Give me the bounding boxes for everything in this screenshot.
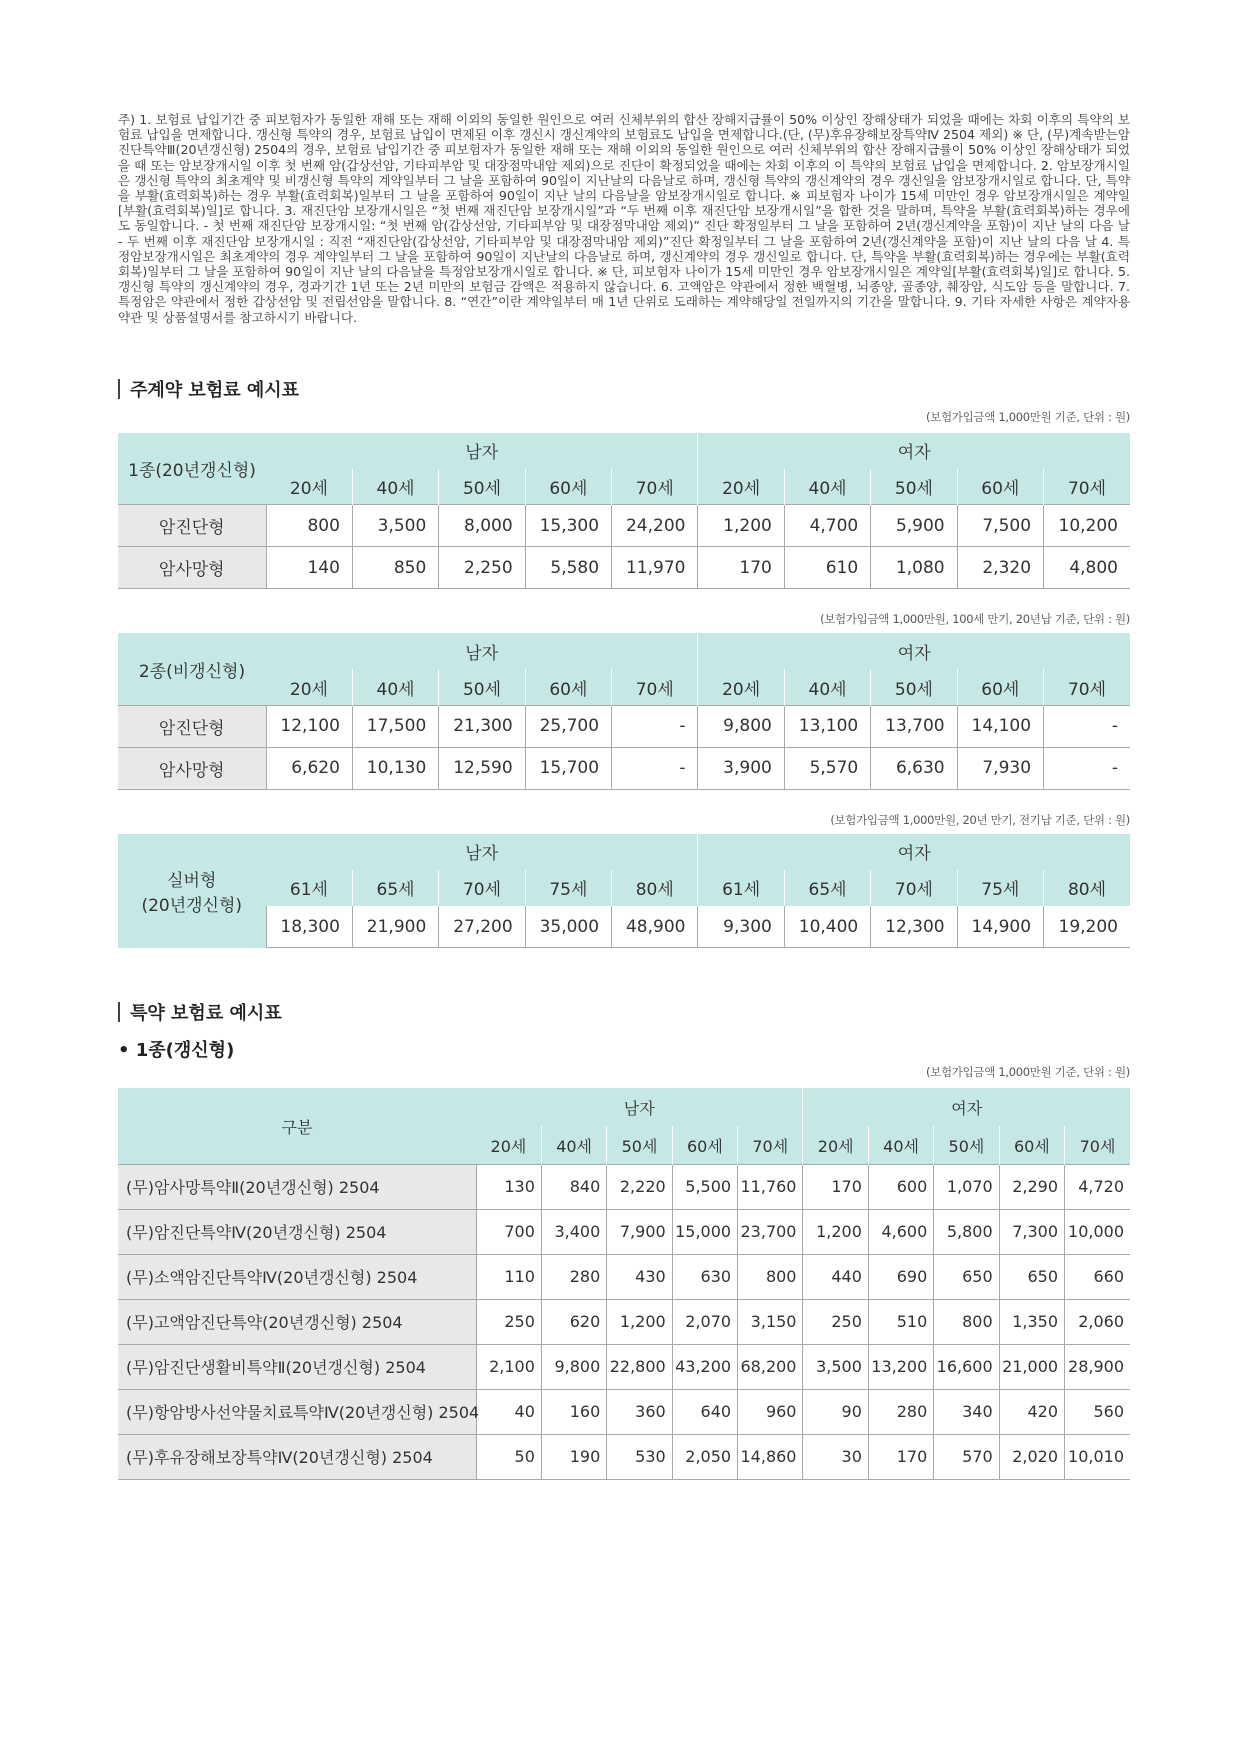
age-header: 70세	[871, 870, 957, 906]
rider-premium-table	[118, 1088, 1130, 1480]
row-label: 암진단형	[118, 505, 266, 547]
premium-cell: -	[612, 705, 698, 747]
premium-cell: 1,200	[698, 505, 784, 547]
premium-cell: 12,300	[871, 906, 957, 948]
premium-cell: 8,000	[439, 505, 525, 547]
premium-cell: 690	[868, 1254, 933, 1299]
premium-cell: 10,000	[1065, 1209, 1130, 1254]
premium-cell: 15,700	[525, 747, 611, 789]
unit-note-3: (보험가입금액 1,000만원, 20년 만기, 전기납 기준, 단위 : 원)	[830, 812, 1130, 827]
premium-cell: 2,060	[1065, 1299, 1130, 1344]
table-row	[118, 1389, 1130, 1434]
male-header: 남자	[266, 834, 698, 870]
premium-cell: 660	[1065, 1254, 1130, 1299]
premium-cell: 11,760	[738, 1164, 803, 1209]
premium-cell: 1,200	[803, 1209, 868, 1254]
premium-cell: 40	[476, 1389, 541, 1434]
premium-cell: 25,700	[525, 705, 611, 747]
premium-cell: 7,300	[999, 1209, 1064, 1254]
premium-cell: 2,070	[672, 1299, 737, 1344]
row-label: 암사망형	[118, 547, 266, 589]
premium-cell: 800	[738, 1254, 803, 1299]
premium-cell: 18,300	[266, 906, 352, 948]
premium-cell: 1,200	[607, 1299, 672, 1344]
female-header: 여자	[698, 433, 1130, 469]
premium-cell: 13,100	[784, 705, 870, 747]
unit-note-2: (보험가입금액 1,000만원, 100세 만기, 20년납 기준, 단위 : 원)	[820, 612, 1130, 627]
table2-corner: 2종(비갱신형)	[118, 633, 266, 705]
unit-note-4: (보험가입금액 1,000만원 기준, 단위 : 원)	[925, 1065, 1130, 1080]
age-header: 20세	[803, 1126, 868, 1164]
premium-cell: 360	[607, 1389, 672, 1434]
premium-cell: 43,200	[672, 1344, 737, 1389]
age-header: 60세	[525, 469, 611, 505]
page	[118, 112, 1130, 1480]
premium-cell: 11,970	[612, 547, 698, 589]
table-row	[118, 547, 1130, 589]
premium-cell: 2,320	[957, 547, 1043, 589]
age-header: 75세	[525, 870, 611, 906]
title-bar	[118, 379, 120, 399]
premium-cell: 9,800	[541, 1344, 606, 1389]
premium-cell: 19,200	[1044, 906, 1130, 948]
premium-cell: 21,300	[439, 705, 525, 747]
premium-cell: 140	[266, 547, 352, 589]
age-header: 65세	[784, 870, 870, 906]
male-header: 남자	[266, 633, 698, 669]
age-header: 40세	[784, 669, 870, 705]
premium-cell: 430	[607, 1254, 672, 1299]
premium-cell: 30	[803, 1434, 868, 1479]
age-header: 40세	[352, 669, 438, 705]
table-row	[118, 1299, 1130, 1344]
premium-cell: 5,570	[784, 747, 870, 789]
premium-cell: 5,580	[525, 547, 611, 589]
premium-cell: 1,350	[999, 1299, 1064, 1344]
premium-cell: 15,300	[525, 505, 611, 547]
premium-cell: 280	[541, 1254, 606, 1299]
age-header: 60세	[957, 469, 1043, 505]
premium-cell: 250	[803, 1299, 868, 1344]
table-row	[118, 505, 1130, 547]
premium-cell: 27,200	[439, 906, 525, 948]
premium-cell: 640	[672, 1389, 737, 1434]
main-premium-title	[118, 377, 1130, 401]
premium-cell: 5,800	[934, 1209, 999, 1254]
table-row	[118, 1434, 1130, 1479]
age-header: 60세	[672, 1126, 737, 1164]
premium-cell: 3,500	[352, 505, 438, 547]
footnotes	[118, 112, 1130, 325]
premium-cell: 6,620	[266, 747, 352, 789]
premium-cell: 13,700	[871, 705, 957, 747]
rider-premium-title-text: 특약 보험료 예시표	[130, 1003, 282, 1025]
premium-cell: 3,500	[803, 1344, 868, 1389]
premium-cell: 4,800	[1044, 547, 1130, 589]
age-header: 70세	[1044, 469, 1130, 505]
female-header: 여자	[698, 834, 1130, 870]
premium-cell: 570	[934, 1434, 999, 1479]
premium-cell: 160	[541, 1389, 606, 1434]
age-header: 70세	[738, 1126, 803, 1164]
premium-cell: 1,070	[934, 1164, 999, 1209]
premium-cell: 2,100	[476, 1344, 541, 1389]
premium-cell: 12,100	[266, 705, 352, 747]
premium-cell: 4,700	[784, 505, 870, 547]
premium-cell: 420	[999, 1389, 1064, 1434]
premium-cell: 4,600	[868, 1209, 933, 1254]
age-header: 40세	[352, 469, 438, 505]
table-row	[118, 906, 1130, 948]
premium-cell: 10,400	[784, 906, 870, 948]
age-header: 60세	[999, 1126, 1064, 1164]
premium-cell: 50	[476, 1434, 541, 1479]
age-header: 80세	[1044, 870, 1130, 906]
main-premium-title-text: 주계약 보험료 예시표	[130, 379, 300, 401]
premium-cell: 17,500	[352, 705, 438, 747]
premium-cell: 14,900	[957, 906, 1043, 948]
table-row	[118, 1254, 1130, 1299]
age-header: 60세	[525, 669, 611, 705]
premium-cell: 800	[266, 505, 352, 547]
rider-name: (무)암진단생활비특약Ⅱ(20년갱신형) 2504	[118, 1344, 476, 1389]
premium-cell: 3,150	[738, 1299, 803, 1344]
premium-cell: 280	[868, 1389, 933, 1434]
rider-table-body	[118, 1164, 1130, 1479]
age-header: 80세	[612, 870, 698, 906]
premium-cell: 2,290	[999, 1164, 1064, 1209]
age-header: 20세	[266, 669, 352, 705]
age-header: 70세	[1044, 669, 1130, 705]
table-row	[118, 1209, 1130, 1254]
premium-cell: 110	[476, 1254, 541, 1299]
male-header: 남자	[476, 1088, 803, 1126]
premium-cell: 2,220	[607, 1164, 672, 1209]
premium-cell: 530	[607, 1434, 672, 1479]
premium-cell: 21,000	[999, 1344, 1064, 1389]
premium-cell: 68,200	[738, 1344, 803, 1389]
premium-cell: 6,630	[871, 747, 957, 789]
premium-cell: 90	[803, 1389, 868, 1434]
age-header: 50세	[439, 669, 525, 705]
premium-cell: 840	[541, 1164, 606, 1209]
age-header: 20세	[476, 1126, 541, 1164]
male-header: 남자	[266, 433, 698, 469]
rider-name: (무)암사망특약Ⅱ(20년갱신형) 2504	[118, 1164, 476, 1209]
premium-table-type2	[118, 633, 1130, 790]
premium-cell: 22,800	[607, 1344, 672, 1389]
table4-corner: 구분	[118, 1088, 476, 1164]
age-header: 20세	[698, 469, 784, 505]
age-header: 40세	[784, 469, 870, 505]
premium-cell: 560	[1065, 1389, 1130, 1434]
premium-cell: 4,720	[1065, 1164, 1130, 1209]
female-header: 여자	[803, 1088, 1130, 1126]
title-bar	[118, 1002, 120, 1022]
age-header: 70세	[439, 870, 525, 906]
premium-cell: 5,500	[672, 1164, 737, 1209]
rider-subtitle: • 1종(갱신형)	[118, 1040, 235, 1062]
age-header: 20세	[266, 469, 352, 505]
row-label: 암사망형	[118, 747, 266, 789]
premium-cell: 650	[999, 1254, 1064, 1299]
premium-cell: 16,600	[934, 1344, 999, 1389]
premium-cell: 14,860	[738, 1434, 803, 1479]
premium-cell: 24,200	[612, 505, 698, 547]
premium-cell: 620	[541, 1299, 606, 1344]
age-header: 50세	[934, 1126, 999, 1164]
premium-cell: 9,300	[698, 906, 784, 948]
premium-cell: 250	[476, 1299, 541, 1344]
female-header: 여자	[698, 633, 1130, 669]
premium-cell: 7,930	[957, 747, 1043, 789]
premium-cell: 48,900	[612, 906, 698, 948]
premium-cell: 610	[784, 547, 870, 589]
rider-name: (무)항암방사선약물치료특약Ⅳ(20년갱신형) 2504	[118, 1389, 476, 1434]
premium-cell: 10,200	[1044, 505, 1130, 547]
unit-note-1: (보험가입금액 1,000만원 기준, 단위 : 원)	[925, 409, 1130, 424]
premium-cell: 190	[541, 1434, 606, 1479]
premium-cell: 3,400	[541, 1209, 606, 1254]
premium-cell: 23,700	[738, 1209, 803, 1254]
premium-cell: 170	[698, 547, 784, 589]
premium-cell: 28,900	[1065, 1344, 1130, 1389]
premium-cell: 170	[868, 1434, 933, 1479]
footnote-text: 주) 1. 보험료 납입기간 중 피보험자가 동일한 재해 또는 재해 이외의 동일한 원인으로 여러 신체부위의 합산 장해지급률이 50% 이상인 장해상태가 되었을 때에는 차회 이후의 특약의 보험료 납입을 면제합니다. 갱신형 특약의 경우, 보험료 납입이 면제된 이후 갱신시 갱신계약의 보험료도 납입을 면제합니다.(단, (무)후유장해보장특약Ⅳ 2504 제외) ※ 단, (무)계속받는암진단특약Ⅲ(20년갱신형) 2504의 경우, 보험료 납입기간 중 피보험자가 동일한 재해 또는 재해 이외의 동일한 원인으로 여러 신체부위의 합산 장해지급률이 50% 이상인 장해상태가 되었을 때 또는 암보장개시일 이후 첫 번째 암(갑상선암, 기타피부암 및 대장점막내암 제외)으로 진단이 확정되었을 때에는 차회 이후의 이 특약의 보험료 납입을 면제합니다. 2. 암보장개시일은 갱신형 특약의 최초계약 및 비갱신형 특약의 계약일부터 그 날을 포함하여 90일이 지난날의 다음날로 하며, 갱신형 특약의 갱신계약의 경우 갱신일을 암보장개시일로 합니다. 단, 특약을 부활(효력회복)하는 경우 부활(효력회복)일부터 그 날을 포함하여 90일이 지난 날의 다음날을 암보장개시일로 합니다. ※ 피보험자 나이가 15세 미만인 경우 암보장개시일은 계약일[부활(효력회복)일]로 합니다. 3. 재진단암 보장개시일은 “첫 번째 재진단암 보장개시일”과 “두 번째 이후 재진단암 보장개시일”을 합한 것을 말하며, 특약을 부활(효력회복)하는 경우에도 동일합니다. - 첫 번째 재진단암 보장개시일: “첫 번째 암(갑상선암, 기타피부암 및 대장점막내암 제외)” 진단 확정일부터 그 날을 포함하여 2년(갱신계약을 포함)이 지난 날의 다음 날 - 두 번째 이후 재진단암 보장개시일 : 직전 “재진단암(갑상선암, 기타피부암 및 대장점막내암 제외)”진단 확정일부터 그 날을 포함하여 2년(갱신계약을 포함)이 지난 날의 다음 날 4. 특정암보장개시일은 최초계약의 경우 계약일부터 그 날을 포함하여 90일이 지난날의 다음날로 하며, 갱신계약의 경우 갱신일로 합니다. 단, 특약을 부활(효력회복)하는 경우에는 부활(효력회복)일부터 그 날을 포함하여 90일이 지난 날의 다음날을 특정암보장개시일로 합니다. ※ 단, 피보험자 나이가 15세 미만인 경우 암보장개시일은 계약일[부활(효력회복)일]로 합니다. 5. 갱신형 특약의 갱신계약의 경우, 경과기간 1년 또는 2년 미만의 보험금 감액은 적용하지 않습니다. 6. 고액암은 약관에서 정한 백혈병, 뇌종양, 골종양, 췌장암, 식도암 등을 말합니다. 7. 특정암은 약관에서 정한 갑상선암 및 전립선암을 말합니다. 8. “연간”이란 계약일부터 매 1년 단위로 도래하는 계약해당일 전일까지의 기간을 말합니다. 9. 기타 자세한 사항은 계약자용 약관 및 상품설명서를 참고하시기 바랍니다.	[118, 112, 1130, 325]
premium-table-silver	[118, 834, 1130, 949]
premium-cell: 10,010	[1065, 1434, 1130, 1479]
premium-cell: 630	[672, 1254, 737, 1299]
premium-cell: -	[1044, 705, 1130, 747]
table-row	[118, 1344, 1130, 1389]
age-header: 60세	[957, 669, 1043, 705]
premium-cell: 5,900	[871, 505, 957, 547]
age-header: 20세	[698, 669, 784, 705]
premium-cell: 10,130	[352, 747, 438, 789]
rider-name: (무)소액암진단특약Ⅳ(20년갱신형) 2504	[118, 1254, 476, 1299]
corner-line: (20년갱신형)	[141, 895, 243, 916]
corner-line: 실버형	[167, 870, 217, 891]
table-row	[118, 747, 1130, 789]
age-header: 61세	[698, 870, 784, 906]
premium-cell: 2,020	[999, 1434, 1064, 1479]
premium-cell: 35,000	[525, 906, 611, 948]
premium-cell: 800	[934, 1299, 999, 1344]
table-row	[118, 705, 1130, 747]
age-header: 50세	[871, 669, 957, 705]
age-header: 65세	[352, 870, 438, 906]
premium-cell: 960	[738, 1389, 803, 1434]
premium-cell: 7,900	[607, 1209, 672, 1254]
age-header: 70세	[612, 669, 698, 705]
age-header: 50세	[439, 469, 525, 505]
premium-cell: 2,250	[439, 547, 525, 589]
age-header: 50세	[607, 1126, 672, 1164]
premium-cell: 9,800	[698, 705, 784, 747]
premium-cell: 15,000	[672, 1209, 737, 1254]
premium-cell: 12,590	[439, 747, 525, 789]
row-label: 암진단형	[118, 705, 266, 747]
age-header: 40세	[868, 1126, 933, 1164]
premium-cell: 600	[868, 1164, 933, 1209]
premium-cell: 650	[934, 1254, 999, 1299]
premium-cell: 3,900	[698, 747, 784, 789]
table-row	[118, 1164, 1130, 1209]
age-header: 50세	[871, 469, 957, 505]
premium-cell: 170	[803, 1164, 868, 1209]
premium-cell: 7,500	[957, 505, 1043, 547]
table1-corner: 1종(20년갱신형)	[118, 433, 266, 505]
age-header: 75세	[957, 870, 1043, 906]
age-header: 61세	[266, 870, 352, 906]
age-header: 70세	[612, 469, 698, 505]
rider-name: (무)후유장해보장특약Ⅳ(20년갱신형) 2504	[118, 1434, 476, 1479]
premium-cell: 21,900	[352, 906, 438, 948]
premium-cell: 510	[868, 1299, 933, 1344]
premium-cell: 440	[803, 1254, 868, 1299]
table3-corner	[118, 834, 266, 948]
premium-cell: 2,050	[672, 1434, 737, 1479]
premium-cell: 1,080	[871, 547, 957, 589]
premium-cell: -	[1044, 747, 1130, 789]
premium-cell: 340	[934, 1389, 999, 1434]
rider-name: (무)암진단특약Ⅳ(20년갱신형) 2504	[118, 1209, 476, 1254]
age-header: 70세	[1065, 1126, 1130, 1164]
age-header: 40세	[541, 1126, 606, 1164]
rider-name: (무)고액암진단특약(20년갱신형) 2504	[118, 1299, 476, 1344]
premium-cell: 130	[476, 1164, 541, 1209]
premium-cell: 850	[352, 547, 438, 589]
premium-table-type1	[118, 433, 1130, 590]
premium-cell: 13,200	[868, 1344, 933, 1389]
premium-cell: 14,100	[957, 705, 1043, 747]
premium-cell: 700	[476, 1209, 541, 1254]
rider-premium-title	[118, 1000, 1130, 1024]
premium-cell: -	[612, 747, 698, 789]
